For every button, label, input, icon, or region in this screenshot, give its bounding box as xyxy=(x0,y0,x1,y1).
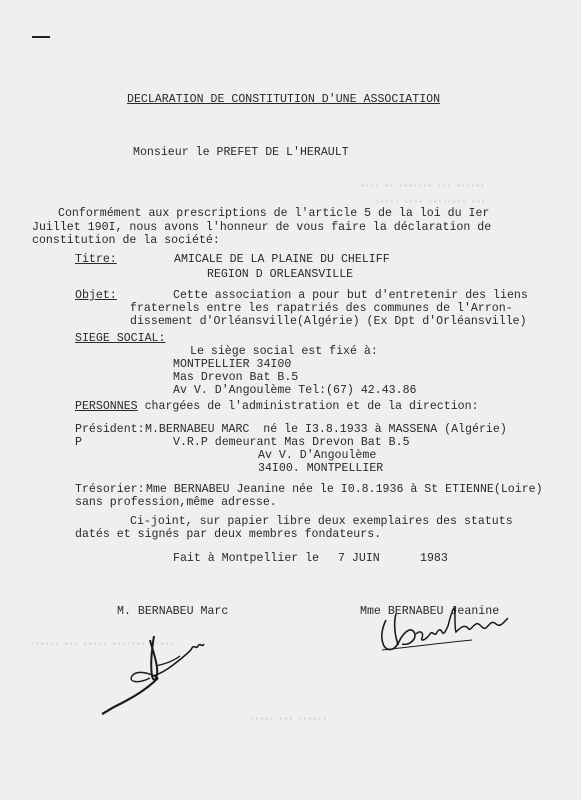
president-line: M.BERNABEU MARC né le I3.8.1933 à MASSENA (Algérie) xyxy=(145,423,507,436)
president-line: 34I00. MONTPELLIER xyxy=(258,462,384,475)
president-prefix: P xyxy=(75,436,82,449)
fait-year: 1983 xyxy=(420,552,448,565)
tresorier-line: Mme BERNABEU Jeanine née le I0.8.1936 à St ETIENNE(Loire) xyxy=(146,483,543,496)
siege-line: Av V. D'Angoulème Tel:(67) 42.43.86 xyxy=(173,384,417,397)
closing-line: Ci-joint, sur papier libre deux exemplaires des statuts xyxy=(130,515,513,528)
bleed-through: ▪▪▪▪▪ ▪▪▪▪ ▪▪▪▪▪▪▪▪ ▪▪▪ xyxy=(375,198,486,207)
signature-left-image xyxy=(92,618,242,718)
tresorier-label: Trésorier: xyxy=(75,483,145,496)
siege-line: Le siège social est fixé à: xyxy=(190,345,378,358)
president-label: Président: xyxy=(75,423,145,436)
margin-mark xyxy=(32,36,50,38)
objet-line: Cette association a pour but d'entretenir des liens xyxy=(173,289,528,302)
objet-label: Objet: xyxy=(75,289,117,302)
bleed-through: ▪▪▪▪▪▪ ▪▪▪ ▪▪▪▪▪ ▪▪▪▪▪▪▪ ▪▪▪▪▪ xyxy=(30,640,175,649)
signature-right-image xyxy=(372,590,522,670)
objet-line: dissement d'Orléansville(Algérie) (Ex Dpt d'Orléansville) xyxy=(130,315,527,328)
addressee: Monsieur le PREFET DE L'HERAULT xyxy=(133,146,349,159)
tresorier-line: sans profession,même adresse. xyxy=(75,496,277,509)
signatory-right: Mme BERNABEU Jeanine xyxy=(360,605,500,618)
intro-line: constitution de la société: xyxy=(32,234,220,247)
closing-line: datés et signés par deux membres fondateurs. xyxy=(75,528,382,541)
personnes-text: chargées de l'administration et de la direction: xyxy=(137,400,479,413)
intro-line: Conformément aux prescriptions de l'article 5 de la loi du Ier xyxy=(58,207,490,220)
bleed-through: ▪▪▪▪▪ ▪▪▪ ▪▪▪▪▪▪ xyxy=(250,715,327,724)
siege-line: MONTPELLIER 34I00 xyxy=(173,358,292,371)
personnes-line xyxy=(75,400,479,414)
fait-text: Fait à Montpellier le xyxy=(173,552,320,565)
fait-date: 7 JUIN xyxy=(338,552,380,565)
objet-line: fraternels entre les rapatriés des communes de l'Arron- xyxy=(130,302,513,315)
siege-line: Mas Drevon Bat B.5 xyxy=(173,371,299,384)
document-title: DECLARATION DE CONSTITUTION D'UNE ASSOCIATION xyxy=(127,93,441,106)
titre-line: AMICALE DE LA PLAINE DU CHELIFF xyxy=(174,253,390,266)
intro-line: Juillet 190I, nous avons l'honneur de vous faire la déclaration de xyxy=(32,221,492,234)
personnes-label: PERSONNES xyxy=(75,400,138,413)
titre-line: REGION D ORLEANSVILLE xyxy=(207,268,354,281)
bleed-through: ▪▪▪▪ ▪▪ ▪▪▪▪▪▪▪ ▪▪▪ ▪▪▪▪▪▪ xyxy=(360,182,485,191)
president-line: Av V. D'Angoulème xyxy=(258,449,377,462)
signatory-left: M. BERNABEU Marc xyxy=(117,605,229,618)
siege-label: SIEGE SOCIAL: xyxy=(75,332,166,345)
president-line: V.R.P demeurant Mas Drevon Bat B.5 xyxy=(173,436,410,449)
titre-label: Titre: xyxy=(75,253,117,266)
